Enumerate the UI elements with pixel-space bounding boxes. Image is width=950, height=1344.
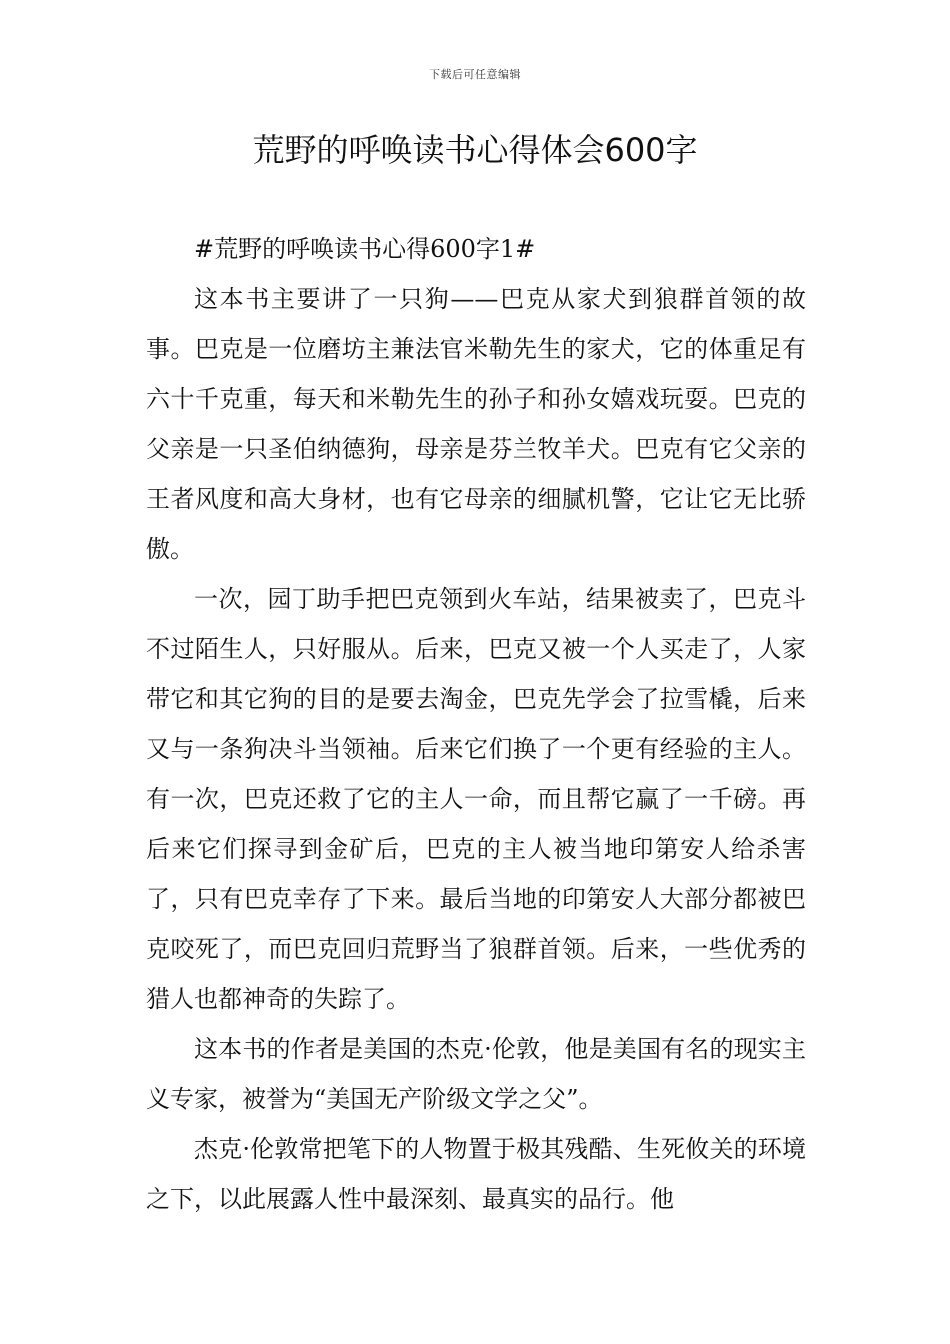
paragraph: 一次，园丁助手把巴克领到火车站，结果被卖了，巴克斗不过陌生人，只好服从。后来，巴克又被一个人买走了，人家带它和其它狗的目的是要去淘金，巴克先学会了拉雪橇，后来又与一条狗决斗当领袖。后来它们换了一个更有经验的主人。有一次，巴克还救了它的主人一命，而且帮它赢了一千磅。再后来它们探寻到金矿后，巴克的主人被当地印第安人给杀害了，只有巴克幸存了下来。最后当地的印第安人大部分都被巴克咬死了，而巴克回归荒野当了狼群首领。后来，一些优秀的猎人也都神奇的失踪了。: [146, 585, 806, 1013]
document-title: 荒野的呼唤读书心得体会600字: [252, 131, 698, 169]
paragraph: 这本书主要讲了一只狗——巴克从家犬到狼群首领的故事。巴克是一位磨坊主兼法官米勒先生的家犬，它的体重足有六十千克重，每天和米勒先生的孙子和孙女嬉戏玩耍。巴克的父亲是一只圣伯纳德狗，母亲是芬兰牧羊犬。巴克有它父亲的王者风度和高大身材，也有它母亲的细腻机警，它让它无比骄傲。: [146, 285, 806, 563]
document-body: [146, 224, 806, 1224]
download-note: 下载后可任意编辑: [429, 68, 521, 81]
paragraph: 这本书的作者是美国的杰克·伦敦，他是美国有名的现实主义专家，被誉为“美国无产阶级文学之父”。: [146, 1035, 806, 1113]
section-heading: #荒野的呼唤读书心得600字1#: [194, 235, 536, 263]
paragraph: 杰克·伦敦常把笔下的人物置于极其残酷、生死攸关的环境之下，以此展露人性中最深刻、最真实的品行。他: [146, 1135, 806, 1213]
